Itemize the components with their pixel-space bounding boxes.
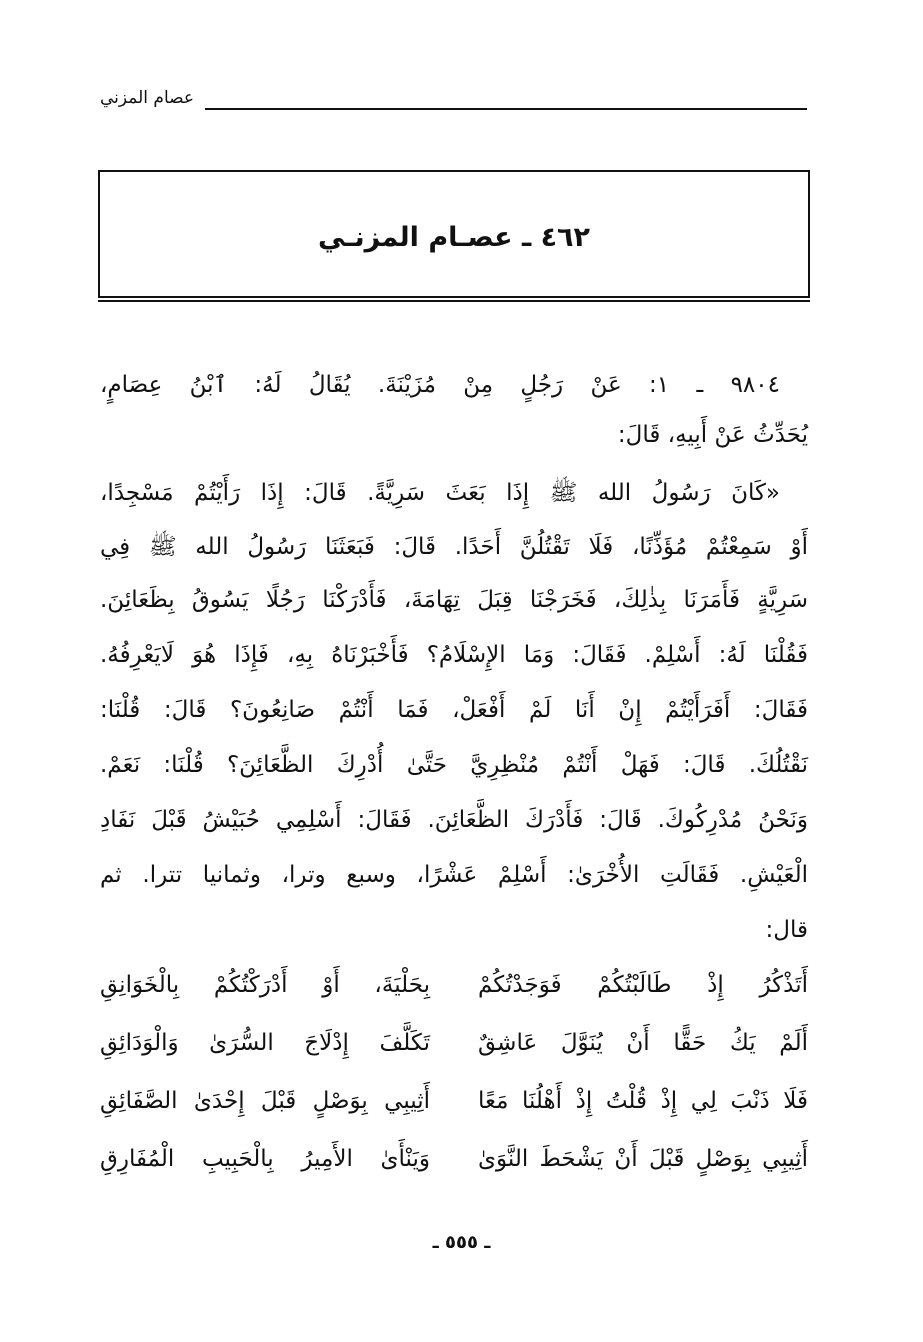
body-line: ٩٨٠٤ ـ ١: عَنْ رَجُلٍ مِنْ مُزَيْنَةَ. يُقَالُ لَهُ: ٱبْنُ عِصَامٍ، xyxy=(100,372,780,398)
verse-second-hemistich: أَثِيبِي بِوَصْلٍ قَبْلَ إِحْدَىٰ الصَّفَائِقِ xyxy=(100,1088,430,1114)
verse-second-hemistich: بِحَلْيَةَ، أَوْ أَدْرَكْتُكُمْ بِالْخَوَانِقِ xyxy=(100,972,430,998)
body-line: قال: xyxy=(765,917,808,943)
body-line: الْعَيْشِ. فَقَالَتِ الأُخْرَىٰ: أَسْلِمْ عَشْرًا، وسبع وترا، وثمانيا تترا. ثم xyxy=(100,862,808,888)
body-line: فَقَالَ: أَفَرَأَيْتُمْ إِنْ أَنَا لَمْ أَفْعَلْ، فَمَا أَنْتُمْ صَانِعُونَ؟ قَالَ: قُلْنَا: xyxy=(100,697,808,723)
body-line: يُحَدِّثُ عَنْ أَبِيهِ، قَالَ: xyxy=(617,422,808,448)
title-box-rule xyxy=(98,300,810,302)
body-line: فَقُلْنَا لَهُ: أَسْلِمْ. فَقَالَ: وَمَا الإِسْلَامُ؟ فَأَخْبَرْنَاهُ بِهِ، فَإِذَا هُوَ لَايَعْرِفُهُ. xyxy=(100,642,808,668)
running-header: عصام المزني xyxy=(100,88,195,108)
verse-first-hemistich: أَثِيبِي بِوَصْلٍ قَبْلَ أَنْ يَشْحَطَ النَّوَىٰ xyxy=(478,1146,808,1172)
body-line: أَوْ سَمِعْتُمْ مُؤَذِّنًا، فَلَا تَقْتُلُنَّ أَحَدًا. قَالَ: فَبَعَثَنَا رَسُولُ الله ﷺ فِي xyxy=(100,534,808,560)
verse-first-hemistich: أَلَمْ يَكُ حَقًّا أَنْ يُنَوَّلَ عَاشِقٌ xyxy=(478,1030,808,1056)
body-line: «كَانَ رَسُولُ الله ﷺ إِذَا بَعَثَ سَرِيَّةً. قَالَ: إِذَا رَأَيْتُمْ مَسْجِدًا، xyxy=(100,480,780,506)
verse-first-hemistich: فَلَا ذَنْبَ لِي إِذْ قُلْتُ إِذْ أَهْلُنَا مَعًا xyxy=(478,1088,808,1114)
body-line: نَقْتُلُكَ. قَالَ: فَهَلْ أَنْتُمْ مُنْظِرِيَّ حَتَّىٰ أُدْرِكَ الظَّعَائِنَ؟ قُلْنَا: نَعَمْ. xyxy=(100,752,808,778)
header-rule xyxy=(205,108,807,110)
verse-second-hemistich: وَيَنْأَىٰ الأَمِيرُ بِالْحَبِيبِ الْمُفَارِقِ xyxy=(100,1146,430,1172)
body-line: سَرِيَّةٍ فَأَمَرَنَا بِذٰلِكَ، فَخَرَجْنَا قِبَلَ تِهَامَةَ، فَأَدْرَكْنَا رَجُلًا يَسُوقُ بِظَعَائِنَ. xyxy=(100,587,808,613)
body-line: وَنَحْنُ مُدْرِكُوكَ. قَالَ: فَأَدْرَكَ الظَّعَائِنَ. فَقَالَ: أَسْلِمِي حُبَيْشُ قَبْلَ نَفَادِ xyxy=(100,807,808,833)
page-number: ـ ٥٥٥ ـ xyxy=(432,1232,491,1253)
chapter-title: ٤٦٢ ـ عصـام المزنـي xyxy=(317,222,591,253)
verse-second-hemistich: تَكَلَّفَ إِدْلَاجَ السُّرَىٰ وَالْوَدَائِقِ xyxy=(100,1030,430,1056)
verse-first-hemistich: أَتَذْكُرُ إِذْ طَالَبْتُكُمْ فَوَجَدْتُكُمْ xyxy=(478,972,808,998)
